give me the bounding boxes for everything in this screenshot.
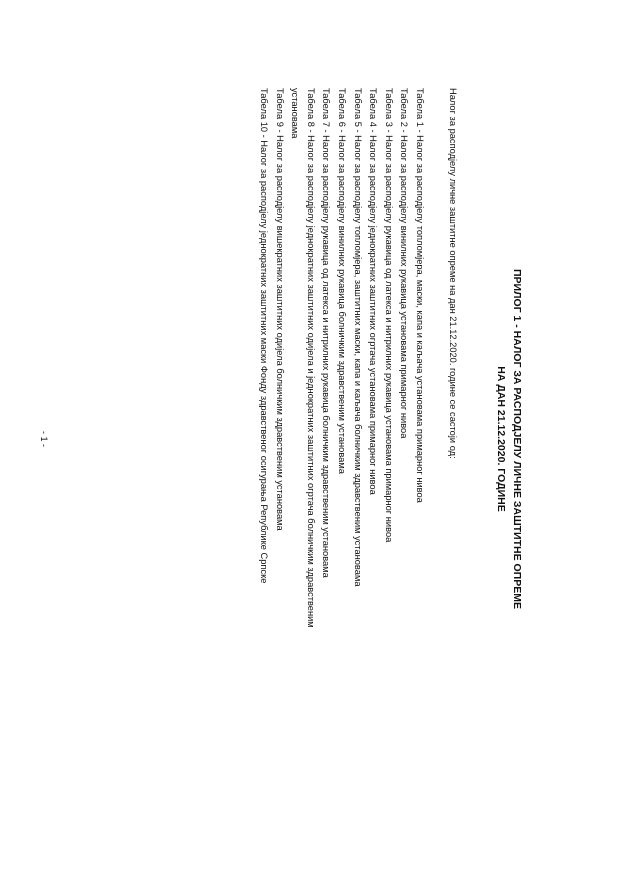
list-item: Табела 3 - Налог за расподјелу рукавица од латекса и нитрилних рукавица установама примарног нивоа — [383, 88, 394, 543]
list-item: Табела 4 - Налог за расподјелу једнократних заштитних огртача установама примарног нивоа — [368, 88, 379, 495]
list-item: Табела 6 - Налог за расподјелу винилних рукавица болничким здравственим установама — [337, 88, 348, 474]
list-item: Табела 10 - Налог за расподјелу једнократних заштитних маски Фонду здравственог осигурања Републике Српске — [259, 88, 270, 584]
list-item: Табела 9 - Налог за расподјелу вишекратних заштитних одијела болничким здравственим установама — [274, 88, 285, 531]
table-list — [255, 88, 427, 678]
list-item: Табела 8 - Налог за расподјелу једнократних заштитних одијела и једнократних заштитних огртача болничким здравственим установама — [290, 88, 316, 628]
list-item: Табела 5 - Налог за расподјелу топломјера, заштитних маски, капа и каљача болничким здравственим установама — [352, 88, 363, 587]
list-item: Табела 1 - Налог за расподјелу топломјера, маски, капа и каљача установама примарног нивоа — [415, 88, 425, 503]
intro-paragraph: Налог за расподјелу личне заштитне опреме на дан 21.12.2020. године се састоји од: — [448, 88, 458, 459]
document-title: ПРИЛОГ 1 - НАЛОГ ЗА РАСПОДЈЕЛУ ЛИЧНЕ ЗАШТИТНЕ ОПРЕМЕ — [511, 268, 523, 609]
list-item: Табела 2 - Налог за расподјелу винилних рукавица установама примарног нивоа — [399, 88, 410, 439]
list-item: Табела 7 - Налог за расподјелу рукавица од латекса и нитрилних рукавица болничким здравственим установама — [321, 88, 332, 578]
page-number: - 1 - — [39, 430, 49, 447]
document-subtitle: НА ДАН 21.12.2020. ГОДИНЕ — [495, 366, 507, 512]
